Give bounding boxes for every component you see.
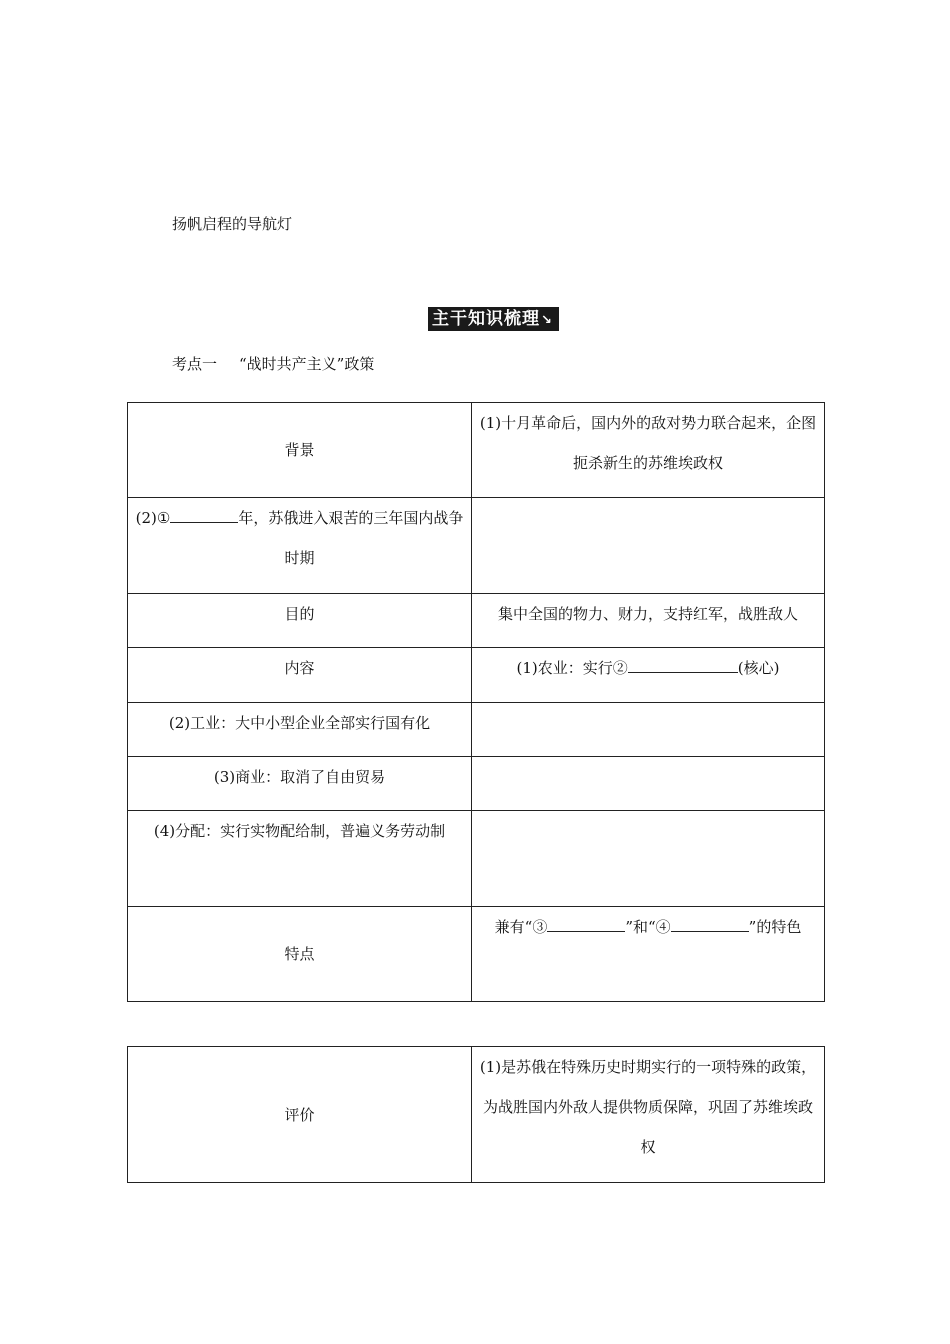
arrow-down-right-icon: ↘ <box>541 313 553 328</box>
fill-blank-3[interactable] <box>547 915 625 932</box>
eval-text-cell: (1)是苏俄在特殊历史时期实行的一项特殊的政策，为战胜国内外敌人提供物质保障，巩固了苏维埃政权 <box>472 1047 825 1183</box>
eval-label-cell: 评价 <box>128 1047 472 1183</box>
kaodian-heading <box>172 353 374 374</box>
fill-blank-1[interactable] <box>170 506 238 523</box>
empty-cell <box>472 811 825 907</box>
empty-cell <box>472 498 825 594</box>
section-banner <box>428 307 559 331</box>
content4-cell: (4)分配：实行实物配给制，普遍义务劳动制 <box>128 811 472 907</box>
empty-cell <box>472 757 825 811</box>
bg-label-cell: 背景 <box>128 403 472 498</box>
aim-text-cell: 集中全国的物力、财力，支持红军，战胜敌人 <box>472 594 825 648</box>
evaluation-table <box>127 1046 825 1183</box>
content2-cell: (2)工业：大中小型企业全部实行国有化 <box>128 703 472 757</box>
fill-blank-2[interactable] <box>628 656 738 673</box>
empty-cell <box>472 703 825 757</box>
kaodian-title: “战时共产主义”政策 <box>239 355 375 373</box>
page-subtitle: 扬帆启程的导航灯 <box>172 215 293 233</box>
fill-blank-4[interactable] <box>671 915 749 932</box>
bg-text-cell: (1)十月革命后，国内外的敌对势力联合起来，企图扼杀新生的苏维埃政权 <box>472 403 825 498</box>
feature-text-cell: 兼有“③ ”和“④ ”的特色 <box>472 907 825 1002</box>
knowledge-table <box>127 402 825 1002</box>
feature-label-cell: 特点 <box>128 907 472 1002</box>
content3-cell: (3)商业：取消了自由贸易 <box>128 757 472 811</box>
banner-label: 主干知识梳理 <box>432 309 540 329</box>
content1-cell: (1)农业：实行② (核心) <box>472 648 825 703</box>
content-label-cell: 内容 <box>128 648 472 703</box>
bg2-cell: (2)① 年，苏俄进入艰苦的三年国内战争时期 <box>128 498 472 594</box>
kaodian-label: 考点一 <box>172 355 218 373</box>
aim-label-cell: 目的 <box>128 594 472 648</box>
